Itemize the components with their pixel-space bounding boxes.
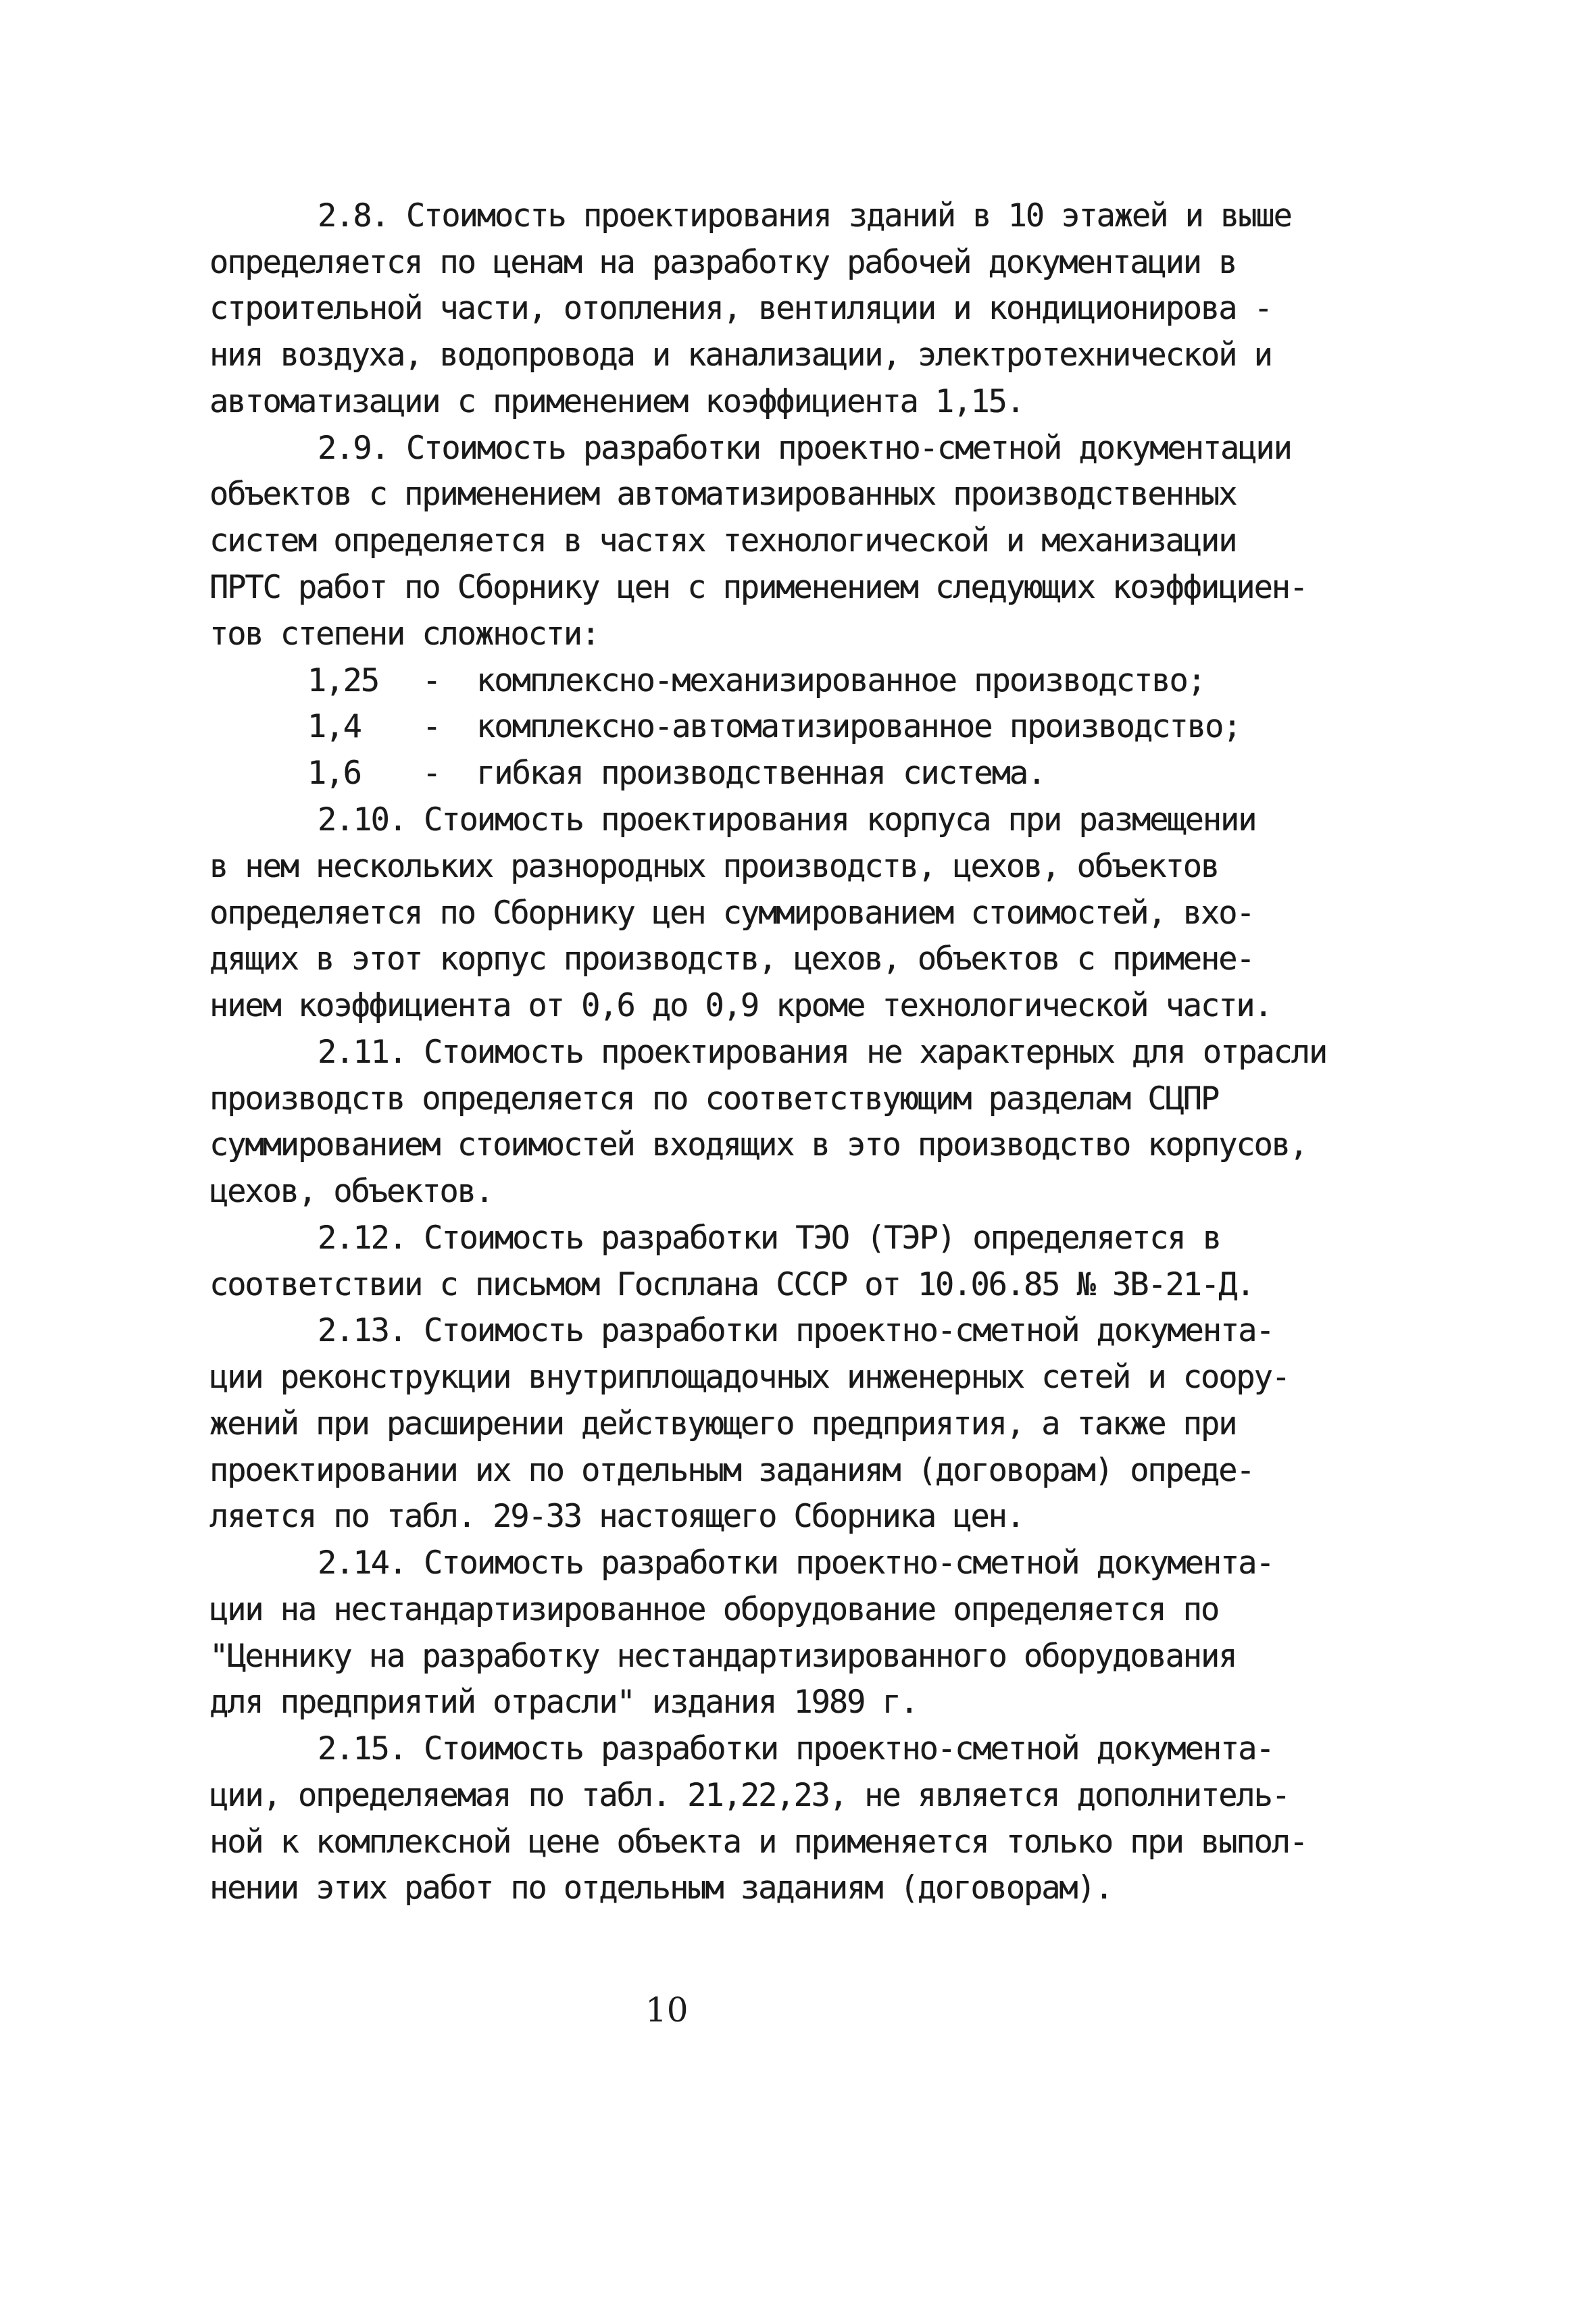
paragraph-2-14-line-2: ции на нестандартизированное оборудование определяется по <box>209 1591 1219 1628</box>
coefficient-description: комплексно-автоматизированное производство; <box>476 708 1241 745</box>
paragraph-2-15-line-4: нении этих работ по отдельным заданиям (договорам). <box>209 1869 1113 1907</box>
paragraph-2-8-line-5: автоматизации с применением коэффициента 1,15. <box>209 383 1024 420</box>
paragraph-2-15-line-1: 2.15. Стоимость разработки проектно-сметной документа- <box>318 1730 1274 1767</box>
paragraph-2-15-line-3: ной к комплексной цене объекта и применяется только при выпол- <box>209 1823 1307 1861</box>
paragraph-2-14-line-4: для предприятий отрасли" издания 1989 г. <box>209 1684 918 1721</box>
paragraph-2-11-line-4: цехов, объектов. <box>209 1173 493 1210</box>
paragraph-2-11-line-3: суммированием стоимостей входящих в это производство корпусов, <box>209 1126 1307 1163</box>
coefficient-dash: - <box>422 662 442 699</box>
coefficient-description: комплексно-механизированное производство; <box>476 662 1205 699</box>
paragraph-2-8-line-2: определяется по ценам на разработку рабочей документации в <box>209 244 1237 281</box>
paragraph-2-12-line-2: соответствии с письмом Госплана СССР от 10.06.85 № ЗВ-21-Д. <box>209 1266 1254 1303</box>
paragraph-2-15-line-2: ции, определяемая по табл. 21,22,23, не является дополнитель- <box>209 1777 1289 1814</box>
paragraph-2-8-line-1: 2.8. Стоимость проектирования зданий в 10 этажей и выше <box>318 197 1291 234</box>
coefficient-description: гибкая производственная система. <box>476 755 1045 792</box>
paragraph-2-14-line-1: 2.14. Стоимость разработки проектно-сметной документа- <box>318 1544 1274 1582</box>
paragraph-2-9-line-2: объектов с применением автоматизированных производственных <box>209 476 1237 513</box>
paragraph-2-13-line-5: ляется по табл. 29-33 настоящего Сборника цен. <box>209 1498 1024 1535</box>
coefficient-value: 1,4 <box>307 708 361 745</box>
paragraph-2-13-line-3: жений при расширении действующего предприятия, а также при <box>209 1405 1237 1442</box>
paragraph-2-14-line-3: "Ценнику на разработку нестандартизированного оборудования <box>209 1638 1237 1675</box>
paragraph-2-13-line-2: ции реконструкции внутриплощадочных инженерных сетей и соору- <box>209 1359 1289 1396</box>
paragraph-2-13-line-1: 2.13. Стоимость разработки проектно-сметной документа- <box>318 1312 1274 1349</box>
paragraph-2-9-line-1: 2.9. Стоимость разработки проектно-сметной документации <box>318 430 1291 467</box>
paragraph-2-8-line-4: ния воздуха, водопровода и канализации, электротехнической и <box>209 336 1272 374</box>
paragraph-2-9-line-4: ПРТС работ по Сборнику цен с применением следующих коэффициен- <box>209 569 1307 606</box>
paragraph-2-8-line-3: строительной части, отопления, вентиляции и кондиционирова - <box>209 290 1272 327</box>
paragraph-2-10-line-4: дящих в этот корпус производств, цехов, объектов с примене- <box>209 940 1254 978</box>
paragraph-2-9-line-5: тов степени сложности: <box>209 615 599 653</box>
paragraph-2-10-line-1: 2.10. Стоимость проектирования корпуса при размещении <box>318 801 1256 838</box>
paragraph-2-11-line-2: производств определяется по соответствующим разделам СЦПР <box>209 1080 1219 1117</box>
coefficient-value: 1,6 <box>307 755 361 792</box>
paragraph-2-9-line-3: систем определяется в частях технологической и механизации <box>209 522 1237 559</box>
paragraph-2-12-line-1: 2.12. Стоимость разработки ТЭО (ТЭР) определяется в <box>318 1219 1221 1257</box>
paragraph-2-10-line-3: определяется по Сборнику цен суммированием стоимостей, вхо- <box>209 895 1254 932</box>
coefficient-value: 1,25 <box>307 662 379 699</box>
paragraph-2-10-line-2: в нем нескольких разнородных производств, цехов, объектов <box>209 848 1219 885</box>
coefficient-dash: - <box>422 755 442 792</box>
page-number: 10 <box>645 1990 689 2030</box>
paragraph-2-11-line-1: 2.11. Стоимость проектирования не характерных для отрасли <box>318 1034 1327 1071</box>
paragraph-2-13-line-4: проектировании их по отдельным заданиям (договорам) опреде- <box>209 1452 1254 1489</box>
paragraph-2-10-line-5: нием коэффициента от 0,6 до 0,9 кроме технологической части. <box>209 987 1272 1024</box>
coefficient-dash: - <box>422 708 442 745</box>
